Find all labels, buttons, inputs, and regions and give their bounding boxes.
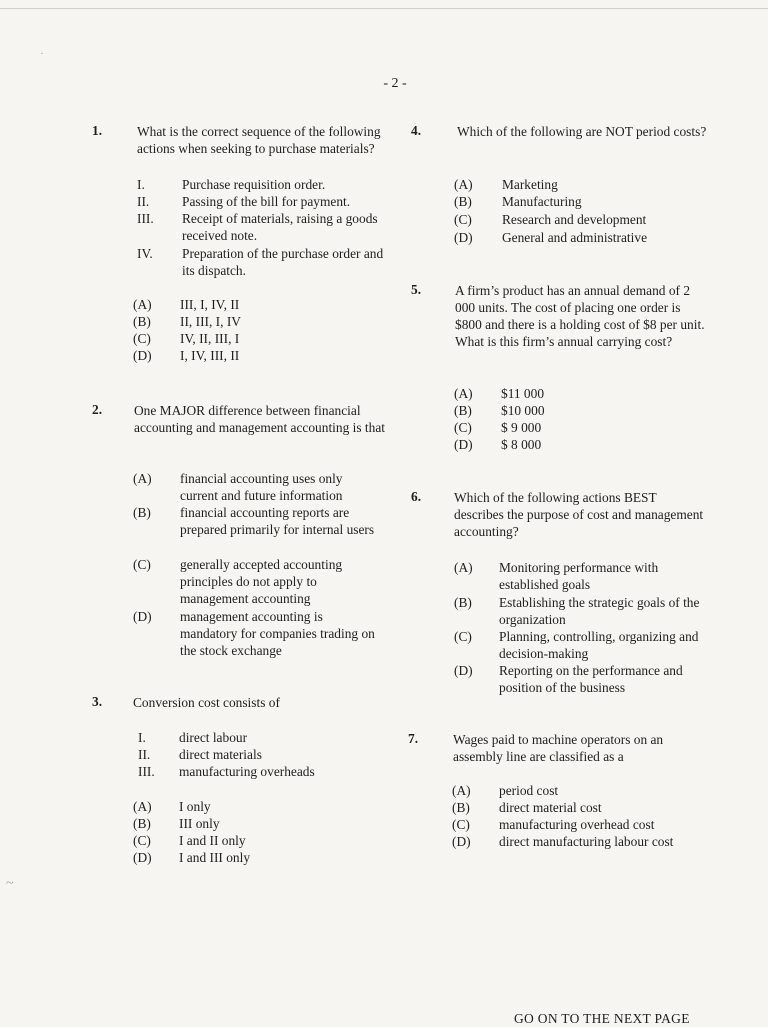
option-label: (C) — [454, 629, 472, 644]
option-label: (D) — [133, 850, 152, 865]
option-label: (B) — [133, 314, 151, 329]
statement-text: Receipt of materials, raising a goods received note. — [182, 211, 378, 243]
option-text: Establishing the strategic goals of the organization — [499, 595, 700, 627]
option-text: financial accounting reports are prepared primarily for internal users — [180, 505, 375, 537]
option-label: (B) — [454, 194, 472, 209]
option-text: $11 000 — [501, 386, 545, 401]
statement-label: I. — [138, 730, 146, 745]
statement-text: Purchase requisition order. — [182, 177, 326, 192]
option-text: II, III, I, IV — [180, 314, 241, 329]
question-stem: One MAJOR difference between financial accounting and management accounting is that — [134, 403, 385, 435]
question-number: 6. — [411, 489, 422, 504]
option-text: Research and development — [502, 212, 647, 227]
option-text: Reporting on the performance and position of the business — [499, 663, 683, 695]
question-stem: Which of the following are NOT period costs? — [457, 124, 707, 139]
option-text: I and III only — [179, 850, 251, 865]
option-label: (C) — [454, 212, 472, 227]
question-stem: Wages paid to machine operators on an assembly line are classified as a — [453, 732, 664, 764]
question-stem: Conversion cost consists of — [133, 695, 280, 710]
option-label: (D) — [133, 348, 152, 363]
option-label: (D) — [454, 437, 473, 452]
option-label: (D) — [454, 663, 473, 678]
statement-text: direct labour — [179, 730, 248, 745]
option-label: (D) — [454, 230, 473, 245]
statement-text: manufacturing overheads — [179, 764, 315, 779]
option-text: $ 8 000 — [501, 437, 542, 452]
question-4 — [411, 123, 711, 253]
option-label: (D) — [133, 609, 152, 624]
statement-label: IV. — [137, 246, 153, 261]
page-footer: GO ON TO THE NEXT PAGE — [514, 1011, 690, 1026]
statement-text: Preparation of the purchase order and its dispatch. — [182, 246, 384, 278]
option-text: III only — [179, 816, 220, 831]
question-7 — [408, 731, 708, 861]
option-text: Monitoring performance with established goals — [499, 560, 659, 592]
option-label: (A) — [133, 799, 152, 814]
option-label: (D) — [452, 834, 471, 849]
statement-label: II. — [137, 194, 150, 209]
statement-label: III. — [137, 211, 154, 226]
statement-label: III. — [138, 764, 155, 779]
option-text: direct manufacturing labour cost — [499, 834, 674, 849]
question-stem: A firm’s product has an annual demand of 2 000 units. The cost of placing one order is $800 and there is a holding cost of $8 per unit. What is this firm’s annual carrying cost? — [455, 283, 705, 349]
option-label: (B) — [454, 595, 472, 610]
question-number: 7. — [408, 731, 419, 746]
option-label: (A) — [452, 783, 471, 798]
option-text: I and II only — [179, 833, 246, 848]
option-label: (B) — [133, 816, 151, 831]
option-text: financial accounting uses only current and future information — [180, 471, 343, 503]
page-number: - 2 - — [383, 76, 407, 91]
option-text: generally accepted accounting principles do not apply to management accounting — [180, 557, 343, 606]
scan-speck: · — [40, 48, 44, 60]
question-number: 3. — [92, 694, 103, 709]
question-1 — [92, 123, 392, 373]
option-text: General and administrative — [502, 230, 648, 245]
question-3 — [92, 694, 392, 874]
option-text: III, I, IV, II — [180, 297, 240, 312]
option-label: (A) — [454, 560, 473, 575]
question-5 — [411, 282, 711, 462]
option-text: $10 000 — [501, 403, 545, 418]
statement-label: II. — [138, 747, 151, 762]
option-label: (A) — [454, 386, 473, 401]
question-stem: What is the correct sequence of the following actions when seeking to purchase materials? — [137, 124, 381, 156]
option-label: (C) — [133, 557, 151, 572]
question-number: 1. — [92, 123, 103, 138]
option-label: (B) — [452, 800, 470, 815]
option-label: (C) — [452, 817, 470, 832]
option-label: (B) — [454, 403, 472, 418]
top-rule — [0, 8, 768, 9]
option-label: (B) — [133, 505, 151, 520]
option-text: management accounting is mandatory for companies trading on the stock exchange — [180, 609, 375, 658]
option-text: Planning, controlling, organizing and decision-making — [499, 629, 699, 661]
statement-text: direct materials — [179, 747, 262, 762]
scan-mark: ~ — [6, 876, 14, 891]
question-number: 5. — [411, 282, 422, 297]
option-text: direct material cost — [499, 800, 602, 815]
option-label: (C) — [133, 833, 151, 848]
option-text: I only — [179, 799, 211, 814]
option-text: Manufacturing — [502, 194, 582, 209]
option-text: IV, II, III, I — [180, 331, 240, 346]
statement-text: Passing of the bill for payment. — [182, 194, 351, 209]
option-text: manufacturing overhead cost — [499, 817, 655, 832]
question-2 — [92, 402, 392, 667]
option-label: (A) — [454, 177, 473, 192]
option-label: (C) — [133, 331, 151, 346]
question-stem: Which of the following actions BEST describes the purpose of cost and management accounting? — [454, 490, 704, 539]
option-text: period cost — [499, 783, 559, 798]
statement-label: I. — [137, 177, 145, 192]
option-text: Marketing — [502, 177, 558, 192]
option-label: (A) — [133, 297, 152, 312]
question-6 — [411, 489, 711, 704]
question-number: 2. — [92, 402, 103, 417]
option-text: $ 9 000 — [501, 420, 542, 435]
question-number: 4. — [411, 123, 422, 138]
option-label: (A) — [133, 471, 152, 486]
option-label: (C) — [454, 420, 472, 435]
option-text: I, IV, III, II — [180, 348, 240, 363]
